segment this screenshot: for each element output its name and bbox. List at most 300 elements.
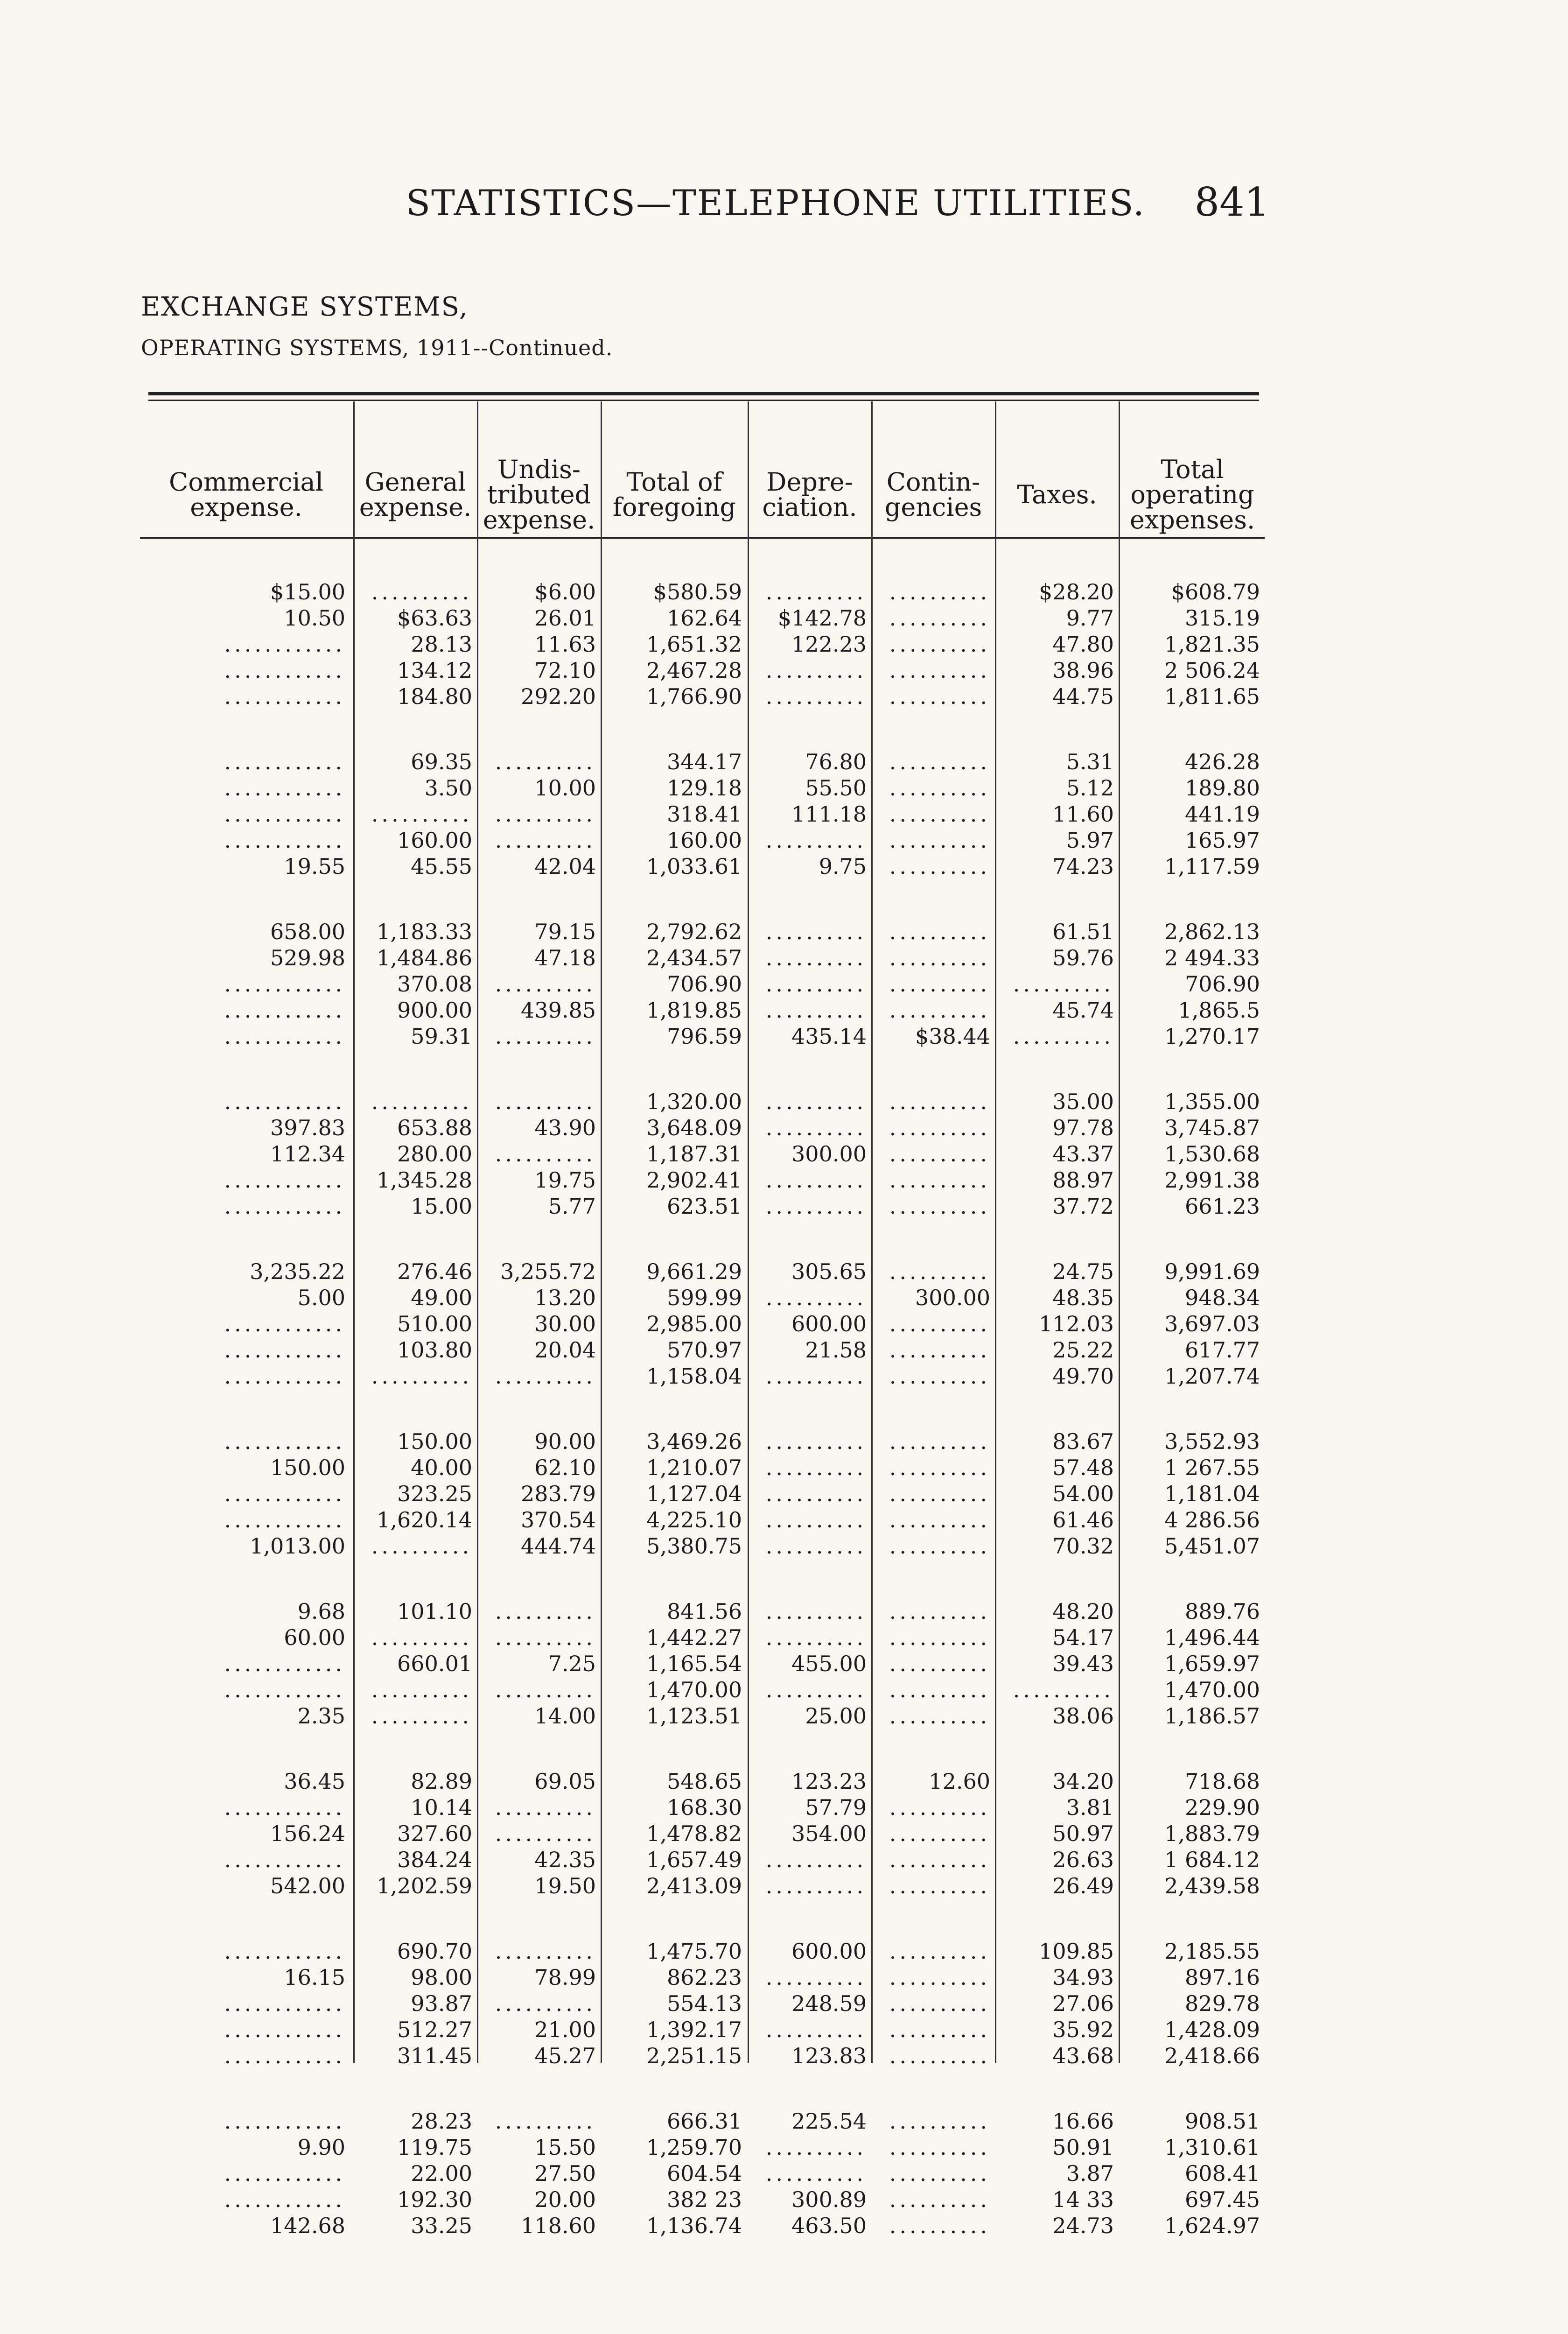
table-cell: 43.68	[1052, 2043, 1114, 2068]
table-cell: $38.44	[915, 1024, 990, 1049]
table-cell: ............	[224, 971, 345, 997]
section-subtitle: OPERATING SYSTEMS, 1911--Continued.	[141, 335, 613, 360]
table-cell: 5.00	[297, 1285, 345, 1310]
table-cell: 1,865.5	[1178, 998, 1260, 1023]
table-cell: 2,991.38	[1164, 1167, 1260, 1193]
table-cell: ............	[224, 1364, 345, 1389]
table-cell: 79.15	[534, 919, 596, 944]
table-cell: 570.97	[667, 1337, 742, 1363]
table-cell: 19.50	[534, 1873, 596, 1898]
table-cell: 706.90	[667, 971, 742, 997]
table-cell: 5.31	[1066, 749, 1114, 774]
table-cell: 12.60	[929, 1769, 990, 1794]
column-taxes	[1001, 579, 1114, 2278]
header-commercial-expense: Commercial expense.	[169, 467, 323, 522]
table-cell: 11.60	[1052, 801, 1114, 827]
table-cell: 49.00	[411, 1285, 472, 1310]
table-cell: 10.00	[534, 775, 596, 801]
table-cell: 13.20	[534, 1285, 596, 1310]
table-cell: 76.80	[805, 749, 867, 774]
table-cell: 1,127.04	[646, 1481, 742, 1506]
table-cell: 1,883.79	[1164, 1821, 1260, 1846]
table-cell: ..........	[495, 1795, 596, 1820]
table-cell: ..........	[765, 1533, 867, 1559]
table-cell: 1,355.00	[1164, 1089, 1260, 1114]
table-cell: ..........	[889, 1429, 990, 1454]
table-cell: 16.66	[1052, 2109, 1114, 2134]
table-cell: $142.78	[777, 605, 867, 631]
table-cell: ............	[224, 801, 345, 827]
table-cell: ..........	[495, 1024, 596, 1049]
table-cell: ..........	[371, 1677, 472, 1702]
row-group	[877, 579, 990, 710]
table-cell: 45.55	[411, 854, 472, 879]
table-cell: 9,661.29	[646, 1259, 742, 1284]
table-cell: 441.19	[1185, 801, 1260, 827]
table-cell: ..........	[765, 1115, 867, 1140]
table-cell: 72.10	[534, 658, 596, 683]
header-total-operating-expenses: Total operating expenses.	[1129, 455, 1255, 534]
header-depreciation: Depre- ciation.	[762, 467, 857, 522]
table-cell: 42.35	[534, 1847, 596, 1872]
row-group	[754, 579, 867, 710]
table-cell: ..........	[495, 971, 596, 997]
table-cell: 118.60	[521, 2213, 596, 2238]
table-cell: 554.13	[667, 1991, 742, 2016]
table-cell: 7.25	[548, 1651, 596, 1676]
row-group	[1001, 2108, 1114, 2239]
table-cell: 47.80	[1052, 632, 1114, 657]
table-cell: 119.75	[397, 2135, 472, 2160]
column-total-operating-expenses	[1125, 579, 1260, 2278]
row-group	[140, 1089, 345, 1219]
table-cell: 510.00	[397, 1311, 472, 1336]
row-group	[607, 919, 742, 1049]
table-cell: ............	[224, 1167, 345, 1193]
table-cell: ..........	[889, 801, 990, 827]
table-cell: 35.92	[1052, 2017, 1114, 2042]
table-cell: 21.58	[805, 1337, 867, 1363]
table-cell: 98.00	[411, 1965, 472, 1990]
row-group	[359, 1598, 472, 1729]
table-cell: ..........	[765, 1873, 867, 1898]
table-cell: 2,439.58	[1164, 1873, 1260, 1898]
table-cell: 1,207.74	[1164, 1364, 1260, 1389]
table-cell: 1,013.00	[250, 1533, 345, 1559]
table-cell: 292.20	[521, 684, 596, 709]
header-total-foregoing: Total of foregoing	[613, 467, 736, 522]
row-group	[359, 919, 472, 1049]
row-group	[140, 1598, 345, 1729]
table-cell: 600.00	[791, 1311, 867, 1336]
table-cell: 3,235.22	[250, 1259, 345, 1284]
row-group	[1125, 1258, 1260, 1389]
column-undistributed-expense	[483, 579, 596, 2278]
top-rule-thick	[148, 392, 1259, 395]
table-cell: 44.75	[1052, 684, 1114, 709]
table-cell: ..........	[495, 801, 596, 827]
row-group	[1001, 919, 1114, 1049]
table-cell: 160.00	[667, 828, 742, 853]
table-cell: 37.72	[1052, 1194, 1114, 1219]
table-cell: ..........	[765, 2017, 867, 2042]
table-cell: $608.79	[1171, 579, 1260, 605]
table-cell: 344.17	[667, 749, 742, 774]
table-cell: 189.80	[1185, 775, 1260, 801]
table-cell: 2,985.00	[646, 1311, 742, 1336]
table-cell: ..........	[889, 1337, 990, 1363]
row-group	[1125, 919, 1260, 1049]
table-cell: ..........	[889, 1533, 990, 1559]
table-cell: $63.63	[397, 605, 472, 631]
table-cell: ..........	[889, 749, 990, 774]
table-cell: $28.20	[1039, 579, 1114, 605]
table-cell: 134.12	[397, 658, 472, 683]
table-cell: 435.14	[791, 1024, 867, 1049]
table-cell: ..........	[495, 828, 596, 853]
table-cell: ..........	[765, 1625, 867, 1650]
table-cell: 384.24	[397, 1847, 472, 1872]
table-cell: 26.63	[1052, 1847, 1114, 1872]
table-cell: 103.80	[397, 1337, 472, 1363]
table-cell: 1,033.61	[646, 854, 742, 879]
table-cell: 1,392.17	[646, 2017, 742, 2042]
table-cell: ..........	[889, 1089, 990, 1114]
table-cell: ..........	[889, 632, 990, 657]
table-cell: 1,624.97	[1164, 2213, 1260, 2238]
table-cell: ..........	[765, 1965, 867, 1990]
table-cell: 3,552.93	[1164, 1429, 1260, 1454]
row-group	[754, 1938, 867, 2069]
table-cell: 78.99	[534, 1965, 596, 1990]
table-cell: 16.15	[284, 1965, 345, 1990]
table-cell: 829.78	[1185, 1991, 1260, 2016]
table-cell: ..........	[765, 919, 867, 944]
table-cell: 1,186.57	[1164, 1703, 1260, 1729]
table-cell: ..........	[889, 1259, 990, 1284]
table-cell: 1,442.27	[646, 1625, 742, 1650]
table-cell: 841.56	[667, 1599, 742, 1624]
table-cell: ..........	[1013, 1024, 1114, 1049]
table-cell: 20.04	[534, 1337, 596, 1363]
table-cell: 397.83	[270, 1115, 345, 1140]
row-group	[877, 1089, 990, 1219]
table-cell: 2,792.62	[646, 919, 742, 944]
table-cell: 10.14	[411, 1795, 472, 1820]
table-cell: 2 494.33	[1164, 945, 1260, 970]
table-cell: 49.70	[1052, 1364, 1114, 1389]
table-cell: 908.51	[1185, 2109, 1260, 2134]
table-cell: ............	[224, 1677, 345, 1702]
table-cell: 280.00	[397, 1141, 472, 1167]
top-rule-thin	[148, 400, 1259, 401]
table-cell: 59.31	[411, 1024, 472, 1049]
table-cell: ..........	[495, 749, 596, 774]
table-cell: 168.30	[667, 1795, 742, 1820]
table-cell: ..........	[495, 1991, 596, 2016]
row-group	[483, 2108, 596, 2239]
row-group	[607, 1768, 742, 1899]
header-undistributed-expense: Undis- tributed expense.	[483, 455, 595, 534]
table-cell: 2,862.13	[1164, 919, 1260, 944]
table-cell: ............	[224, 828, 345, 853]
table-cell: 129.18	[667, 775, 742, 801]
table-cell: 529.98	[270, 945, 345, 970]
row-group	[1001, 579, 1114, 710]
table-cell: ..........	[371, 801, 472, 827]
table-cell: 600.00	[791, 1939, 867, 1964]
table-cell: 11.63	[534, 632, 596, 657]
table-cell: 623.51	[667, 1194, 742, 1219]
table-cell: 57.79	[805, 1795, 867, 1820]
table-cell: ..........	[765, 684, 867, 709]
table-cell: ............	[224, 2161, 345, 2186]
header-taxes: Taxes.	[1017, 480, 1097, 509]
row-group	[607, 1598, 742, 1729]
row-group	[140, 2108, 345, 2239]
table-cell: 1,181.04	[1164, 1481, 1260, 1506]
table-cell: ............	[224, 1024, 345, 1049]
row-group	[483, 579, 596, 710]
table-cell: ..........	[889, 1167, 990, 1193]
table-cell: 706.90	[1185, 971, 1260, 997]
table-cell: 43.90	[534, 1115, 596, 1140]
table-cell: 47.18	[534, 945, 596, 970]
table-cell: 150.00	[397, 1429, 472, 1454]
table-cell: 88.97	[1052, 1167, 1114, 1193]
table-cell: 2,434.57	[646, 945, 742, 970]
table-cell: 300.00	[791, 1141, 867, 1167]
table-cell: 1,320.00	[646, 1089, 742, 1114]
row-group	[754, 1428, 867, 1559]
table-cell: 165.97	[1185, 828, 1260, 853]
table-cell: ..........	[765, 658, 867, 683]
row-group	[877, 1938, 990, 2069]
table-cell: 9.77	[1066, 605, 1114, 631]
table-cell: 2,902.41	[646, 1167, 742, 1193]
table-cell: $15.00	[270, 579, 345, 605]
table-cell: 1,651.32	[646, 632, 742, 657]
table-cell: 315.19	[1185, 605, 1260, 631]
table-cell: 690.70	[397, 1939, 472, 1964]
table-cell: 604.54	[667, 2161, 742, 2186]
table-cell: 1,158.04	[646, 1364, 742, 1389]
table-cell: ..........	[495, 1939, 596, 1964]
row-group	[877, 919, 990, 1049]
row-group	[1125, 1089, 1260, 1219]
table-cell: 3,255.72	[500, 1259, 596, 1284]
row-group	[140, 579, 345, 710]
table-cell: $6.00	[534, 579, 596, 605]
row-group	[1125, 1598, 1260, 1729]
table-cell: ..........	[765, 1455, 867, 1480]
table-cell: 2,418.66	[1164, 2043, 1260, 2068]
table-cell: 1,165.54	[646, 1651, 742, 1676]
row-group	[754, 1258, 867, 1389]
table-cell: ..........	[889, 2109, 990, 2134]
table-cell: 3,648.09	[646, 1115, 742, 1140]
table-cell: 9.90	[297, 2135, 345, 2160]
table-cell: ..........	[765, 971, 867, 997]
table-cell: 123.23	[791, 1769, 867, 1794]
table-cell: 1,259.70	[646, 2135, 742, 2160]
table-cell: 897.16	[1185, 1965, 1260, 1990]
table-cell: ..........	[765, 1089, 867, 1114]
table-cell: 4 286.56	[1164, 1507, 1260, 1533]
row-group	[1125, 749, 1260, 879]
table-cell: 327.60	[397, 1821, 472, 1846]
table-cell: 658.00	[270, 919, 345, 944]
table-cell: 55.50	[805, 775, 867, 801]
table-cell: ..........	[889, 1625, 990, 1650]
column-general-expense	[359, 579, 472, 2278]
table-cell: 34.93	[1052, 1965, 1114, 1990]
table-cell: 48.35	[1052, 1285, 1114, 1310]
table-cell: 276.46	[397, 1259, 472, 1284]
table-cell: ..........	[495, 1599, 596, 1624]
table-cell: ............	[224, 1991, 345, 2016]
table-cell: ..........	[495, 1625, 596, 1650]
table-cell: 463.50	[791, 2213, 867, 2238]
table-cell: ..........	[889, 1939, 990, 1964]
table-cell: ..........	[889, 1965, 990, 1990]
table-cell: 1,475.70	[646, 1939, 742, 1964]
table-cell: 2.35	[297, 1703, 345, 1729]
table-cell: 542.00	[270, 1873, 345, 1898]
table-cell: 300.89	[791, 2187, 867, 2212]
table-cell: ..........	[1013, 1677, 1114, 1702]
table-cell: 1,484.86	[377, 945, 472, 970]
row-group	[877, 1258, 990, 1389]
table-cell: 2,413.09	[646, 1873, 742, 1898]
table-cell: 101.10	[397, 1599, 472, 1624]
table-cell: 184.80	[397, 684, 472, 709]
row-group	[607, 1089, 742, 1219]
section-title: EXCHANGE SYSTEMS,	[141, 292, 469, 322]
row-group	[359, 1768, 472, 1899]
table-cell: 1,659.97	[1164, 1651, 1260, 1676]
table-cell: ..........	[889, 1311, 990, 1336]
table-cell: 444.74	[521, 1533, 596, 1559]
table-cell: 5,380.75	[646, 1533, 742, 1559]
table-cell: 1,470.00	[1164, 1677, 1260, 1702]
table-cell: ..........	[889, 1651, 990, 1676]
row-group	[1125, 1768, 1260, 1899]
row-group	[483, 749, 596, 879]
table-cell: 162.64	[667, 605, 742, 631]
table-cell: ..........	[889, 919, 990, 944]
table-cell: ..........	[765, 1507, 867, 1533]
table-cell: ............	[224, 684, 345, 709]
table-cell: ..........	[889, 2135, 990, 2160]
table-cell: 370.08	[397, 971, 472, 997]
row-group	[483, 1938, 596, 2069]
row-group	[359, 1938, 472, 2069]
row-group	[754, 2108, 867, 2239]
table-cell: 90.00	[534, 1429, 596, 1454]
row-group	[359, 1428, 472, 1559]
table-cell: ............	[224, 1429, 345, 1454]
table-cell: ..........	[765, 945, 867, 970]
table-cell: ..........	[889, 605, 990, 631]
table-cell: ............	[224, 1089, 345, 1114]
table-cell: ............	[224, 632, 345, 657]
table-cell: ............	[224, 1311, 345, 1336]
column-commercial-expense	[140, 579, 345, 2278]
table-cell: ............	[224, 775, 345, 801]
row-group	[877, 1768, 990, 1899]
table-body	[140, 579, 1265, 2238]
table-cell: 5,451.07	[1164, 1533, 1260, 1559]
table-cell: ............	[224, 2109, 345, 2134]
table-cell: 1,270.17	[1164, 1024, 1260, 1049]
page-header	[140, 179, 1269, 229]
table-cell: ..........	[889, 945, 990, 970]
row-group	[754, 1598, 867, 1729]
row-group	[1001, 1428, 1114, 1559]
row-group	[359, 749, 472, 879]
table-cell: ............	[224, 1194, 345, 1219]
table-cell: ..........	[495, 1821, 596, 1846]
expense-table	[140, 401, 1265, 2238]
table-cell: 9.68	[297, 1599, 345, 1624]
table-cell: 36.45	[284, 1769, 345, 1794]
row-group	[359, 1089, 472, 1219]
table-cell: ..........	[765, 1847, 867, 1872]
table-cell: ..........	[495, 1089, 596, 1114]
table-cell: ..........	[889, 998, 990, 1023]
row-group	[607, 1938, 742, 2069]
table-cell: ..........	[765, 1677, 867, 1702]
table-cell: ..........	[889, 1873, 990, 1898]
row-group	[607, 749, 742, 879]
table-cell: 370.54	[521, 1507, 596, 1533]
table-cell: 156.24	[270, 1821, 345, 1846]
row-group	[877, 1428, 990, 1559]
row-group	[140, 1258, 345, 1389]
table-cell: 57.48	[1052, 1455, 1114, 1480]
table-cell: 34.20	[1052, 1769, 1114, 1794]
row-group	[1001, 749, 1114, 879]
table-cell: 112.03	[1039, 1311, 1114, 1336]
row-group	[607, 2108, 742, 2239]
table-cell: ..........	[889, 2043, 990, 2068]
table-cell: 1,183.33	[377, 919, 472, 944]
table-cell: ..........	[371, 1089, 472, 1114]
table-cell: 5.77	[548, 1194, 596, 1219]
table-cell: ..........	[1013, 971, 1114, 997]
table-cell: ..........	[889, 2187, 990, 2212]
table-cell: 229.90	[1185, 1795, 1260, 1820]
table-cell: ..........	[889, 658, 990, 683]
table-cell: 48.20	[1052, 1599, 1114, 1624]
table-cell: ..........	[371, 1625, 472, 1650]
table-cell: 111.18	[791, 801, 867, 827]
table-cell: 548.65	[667, 1769, 742, 1794]
table-cell: 50.97	[1052, 1821, 1114, 1846]
table-cell: 617.77	[1185, 1337, 1260, 1363]
table-cell: 1,470.00	[646, 1677, 742, 1702]
table-cell: ..........	[495, 2109, 596, 2134]
table-cell: 45.74	[1052, 998, 1114, 1023]
table-cell: 45.27	[534, 2043, 596, 2068]
table-cell: 1,428.09	[1164, 2017, 1260, 2042]
table-cell: ..........	[889, 1991, 990, 2016]
row-group	[877, 1598, 990, 1729]
table-cell: ..........	[765, 579, 867, 605]
table-cell: 1,478.82	[646, 1821, 742, 1846]
column-total-foregoing	[607, 579, 742, 2278]
